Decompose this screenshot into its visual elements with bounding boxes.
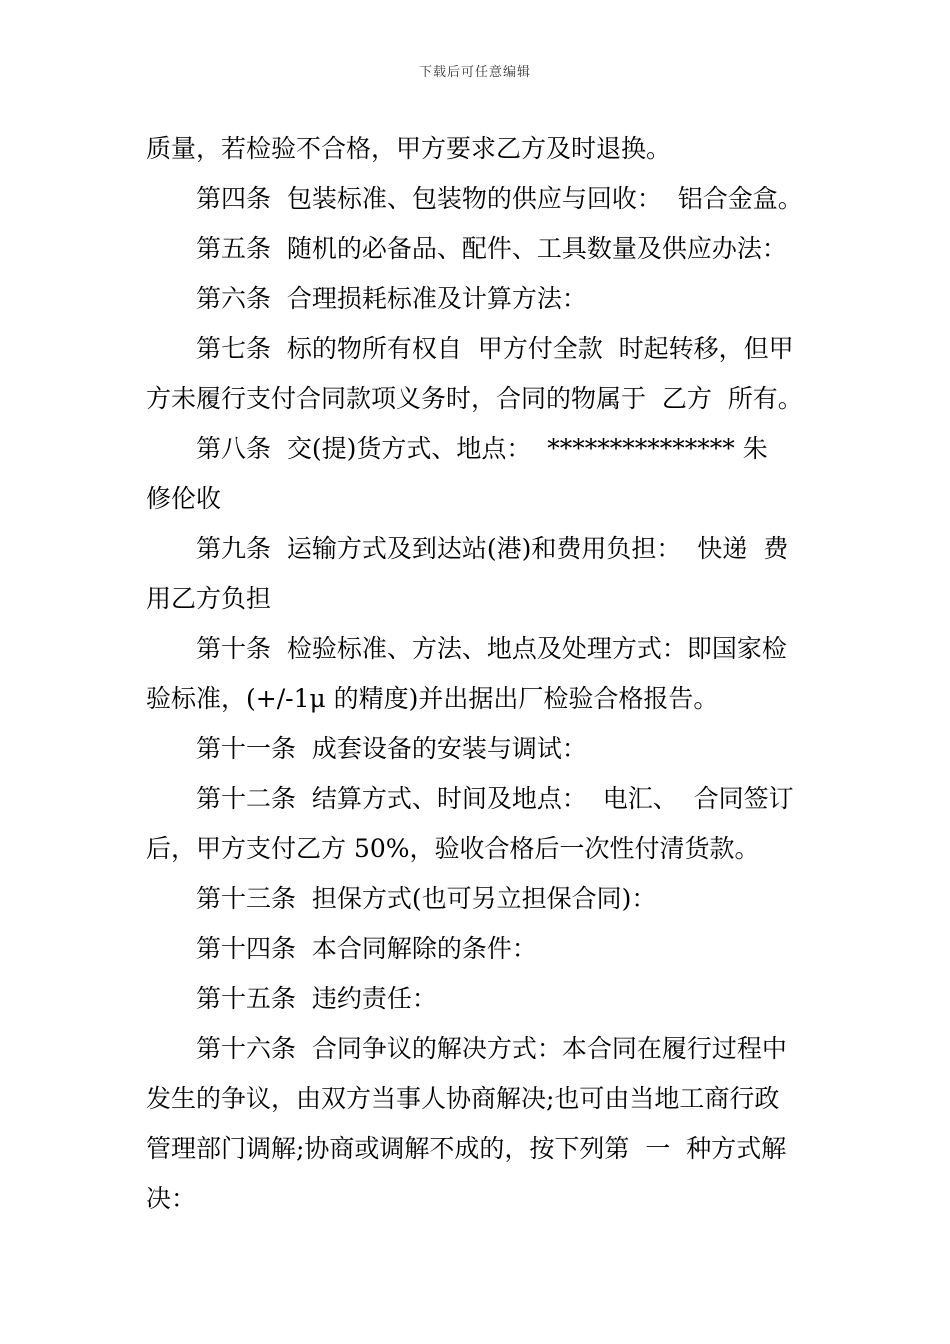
body-line: 用乙方负担 xyxy=(146,584,272,613)
body-line: 第七条 标的物所有权自 甲方付全款 时起转移，但甲 xyxy=(196,334,794,363)
body-line: 决： xyxy=(146,1184,197,1213)
body-line: 修伦收 xyxy=(146,484,222,513)
body-line: 第十一条 成套设备的安装与调试： xyxy=(196,734,587,763)
body-line: 管理部门调解;协商或调解不成的，按下列第 一 种方式解 xyxy=(146,1134,787,1163)
body-line: 第十六条 合同争议的解决方式：本合同在履行过程中 xyxy=(196,1034,787,1063)
body-line: 第十五条 违约责任： xyxy=(196,984,437,1013)
page-header: 下载后可任意编辑 xyxy=(418,65,531,80)
body-line: 质量，若检验不合格，甲方要求乙方及时退换。 xyxy=(146,134,672,163)
body-line: 第九条 运输方式及到达站(港)和费用负担： 快递 费 xyxy=(196,534,789,563)
body-line: 第十条 检验标准、方法、地点及处理方式：即国家检 xyxy=(196,634,787,663)
body-line: 第十二条 结算方式、时间及地点： 电汇、 合同签订 xyxy=(196,784,794,813)
body-line: 方未履行支付合同款项义务时，合同的物属于 乙方 所有。 xyxy=(146,384,803,413)
body-line: 第十四条 本合同解除的条件： xyxy=(196,934,537,963)
body-line: 第五条 随机的必备品、配件、工具数量及供应办法： xyxy=(196,234,787,263)
body-line: 第六条 合理损耗标准及计算方法： xyxy=(196,284,587,313)
body-line: 第十三条 担保方式(也可另立担保合同)： xyxy=(196,884,657,913)
document-body xyxy=(146,124,810,1224)
body-line: 验标准，(+/-1μ 的精度)并出据出厂检验合格报告。 xyxy=(146,684,719,713)
body-line: 发生的争议，由双方当事人协商解决;也可由当地工商行政 xyxy=(146,1084,780,1113)
body-line: 第八条 交(提)货方式、地点： *************** 朱 xyxy=(196,434,768,463)
body-line: 后，甲方支付乙方 50%，验收合格后一次性付清货款。 xyxy=(146,834,760,863)
body-line: 第四条 包装标准、包装物的供应与回收： 铝合金盒。 xyxy=(196,184,803,213)
